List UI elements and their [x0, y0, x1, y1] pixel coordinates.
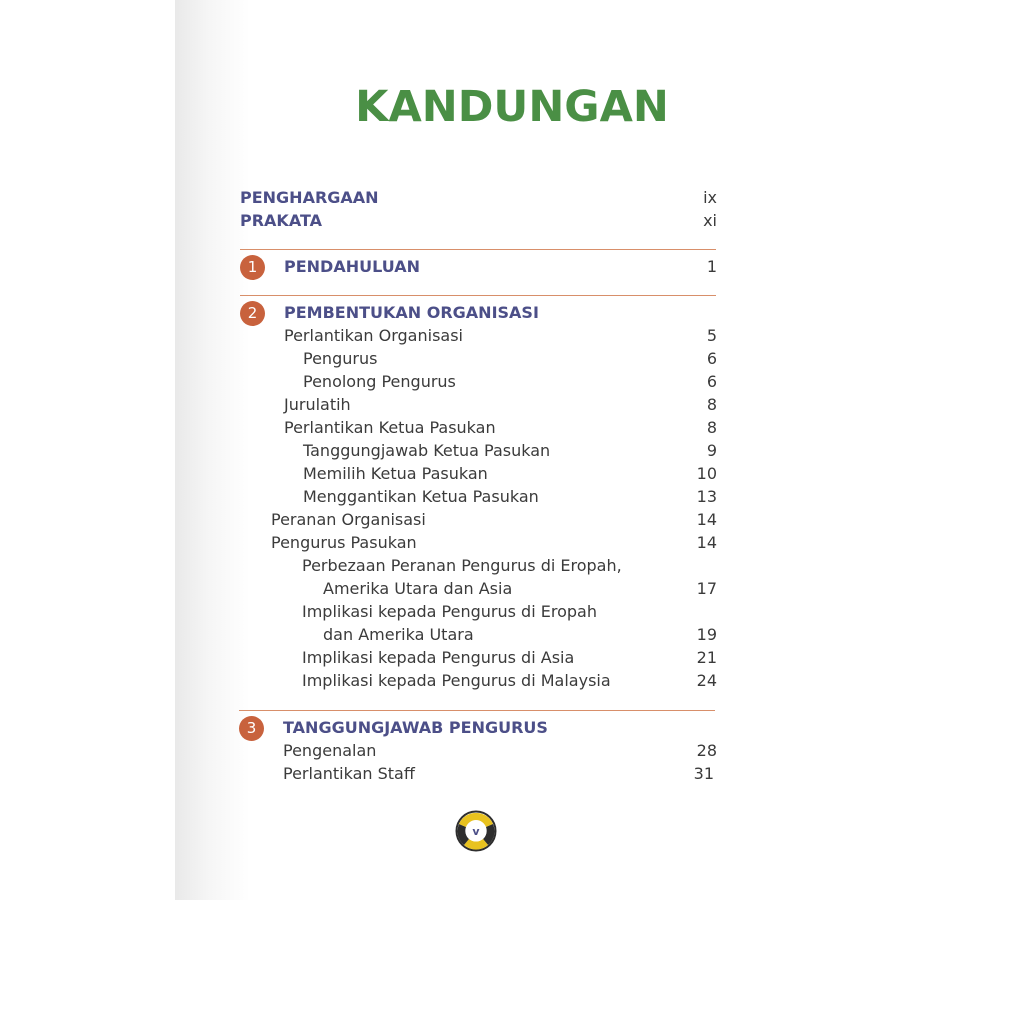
chapter-title: PENDAHULUAN [284, 257, 420, 276]
toc-entry [284, 393, 717, 416]
toc-label: Perbezaan Peranan Pengurus di Eropah, [302, 556, 622, 575]
toc-entry [271, 508, 717, 531]
chapter-heading-1 [284, 255, 717, 278]
chapter-title: TANGGUNGJAWAB PENGURUS [283, 718, 548, 737]
toc-label: Implikasi kepada Pengurus di Malaysia [302, 671, 611, 690]
toc-label: Implikasi kepada Pengurus di Eropah [302, 602, 597, 621]
toc-label-continued: dan Amerika Utara [323, 625, 474, 644]
toc-page: 8 [706, 418, 717, 437]
toc-page: 31 [693, 764, 714, 783]
toc-entry [303, 347, 717, 370]
toc-label: Jurulatih [284, 395, 351, 414]
toc-entry-line2 [323, 623, 717, 646]
chapter-heading-2 [284, 301, 717, 324]
page-title: KANDUNGAN [355, 82, 669, 132]
toc-page: 17 [696, 579, 717, 598]
toc-entry [303, 462, 717, 485]
chapter-title: PEMBENTUKAN ORGANISASI [284, 303, 539, 322]
toc-label: Perlantikan Ketua Pasukan [284, 418, 496, 437]
toc-label: Peranan Organisasi [271, 510, 426, 529]
folio-number: v [472, 825, 480, 838]
toc-page: 13 [696, 487, 717, 506]
toc-page: 1 [706, 257, 717, 276]
chapter-number-badge: 2 [240, 301, 265, 326]
toc-page: 21 [696, 648, 717, 667]
toc-entry-line1 [302, 600, 717, 623]
toc-label: Perlantikan Staff [283, 764, 415, 783]
toc-page: xi [703, 211, 717, 230]
toc-entry-prakata [240, 209, 717, 232]
chapter-number-badge: 3 [239, 716, 264, 741]
toc-label: Penolong Pengurus [303, 372, 456, 391]
toc-page: 19 [696, 625, 717, 644]
toc-label-continued: Amerika Utara dan Asia [323, 579, 513, 598]
toc-page: ix [703, 188, 717, 207]
toc-page: 28 [696, 741, 717, 760]
toc-page: 14 [696, 533, 717, 552]
toc-label: Implikasi kepada Pengurus di Asia [302, 648, 575, 667]
toc-entry [284, 324, 717, 347]
toc-label: Memilih Ketua Pasukan [303, 464, 488, 483]
toc-entry [271, 531, 717, 554]
toc-label: Menggantikan Ketua Pasukan [303, 487, 539, 506]
toc-entry [303, 485, 717, 508]
page-number-ball-icon [455, 810, 497, 852]
section-divider [240, 249, 716, 250]
toc-label: Tanggungjawab Ketua Pasukan [303, 441, 551, 460]
toc-page: 10 [696, 464, 717, 483]
chapter-number-badge: 1 [240, 255, 265, 280]
toc-label: Perlantikan Organisasi [284, 326, 463, 345]
toc-label: PRAKATA [240, 211, 323, 230]
toc-label: Pengurus [303, 349, 378, 368]
toc-page: 8 [706, 395, 717, 414]
toc-entry [284, 416, 717, 439]
toc-entry-line2 [323, 577, 717, 600]
toc-page: 24 [696, 671, 717, 690]
section-divider [239, 710, 715, 711]
chapter-heading-3 [283, 716, 717, 739]
toc-entry [283, 739, 717, 762]
toc-page: 5 [706, 326, 717, 345]
toc-entry [302, 669, 717, 692]
toc-entry-line1 [302, 554, 717, 577]
toc-entry [303, 439, 717, 462]
toc-label: Pengenalan [283, 741, 377, 760]
section-divider [240, 295, 716, 296]
toc-entry [303, 370, 717, 393]
toc-label: Pengurus Pasukan [271, 533, 417, 552]
toc-label: PENGHARGAAN [240, 188, 379, 207]
toc-page: 9 [706, 441, 717, 460]
toc-page: 6 [706, 349, 717, 368]
toc-page: 6 [706, 372, 717, 391]
toc-page: 14 [696, 510, 717, 529]
toc-entry-penghargaan [240, 186, 717, 209]
toc-entry [283, 762, 714, 785]
toc-entry [302, 646, 717, 669]
